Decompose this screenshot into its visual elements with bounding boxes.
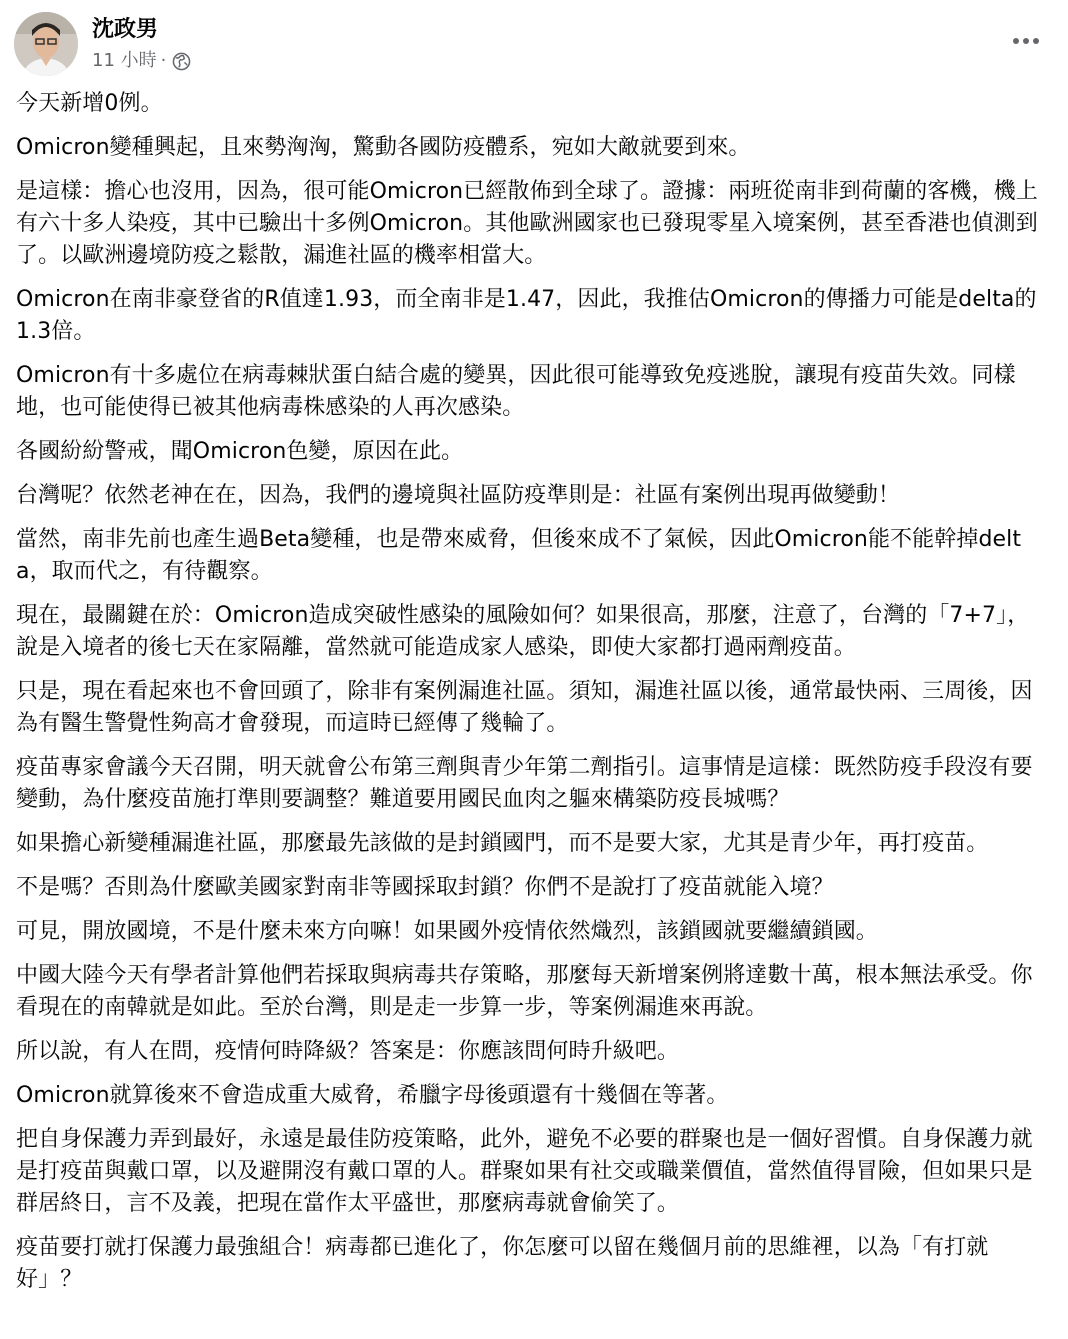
post-paragraph: 如果擔心新變種漏進社區，那麼最先該做的是封鎖國門，而不是要大家，尤其是青少年，再打疫苗。 xyxy=(16,831,989,856)
meta-separator: · xyxy=(160,50,167,71)
post-paragraph: 把自身保護力弄到最好，永遠是最佳防疫策略，此外，避免不必要的群聚也是一個好習慣。自身保護力就是打疫苗與戴口罩，以及避開沒有戴口罩的人。群聚如果有社交或職業價值，當然值得冒險，但如果只是群居終日，言不及義，把現在當作太平盛世，那麼病毒就會偷笑了。 xyxy=(16,1127,1033,1216)
post-paragraph: 所以說，有人在問，疫情何時降級？答案是：你應該問何時升級吧。 xyxy=(16,1039,680,1064)
avatar-image xyxy=(14,12,78,76)
post-paragraph: Omicron就算後來不會造成重大威脅，希臘字母後頭還有十幾個在等著。 xyxy=(16,1083,729,1108)
post-paragraph: 中國大陸今天有學者計算他們若採取與病毒共存策略，那麼每天新增案例將達數十萬，根本無法承受。你看現在的南韓就是如此。至於台灣，則是走一步算一步，等案例漏進來再說。 xyxy=(16,963,1033,1020)
more-dot xyxy=(1033,38,1039,44)
post-paragraph: 各國紛紛警戒，聞Omicron色變，原因在此。 xyxy=(16,439,464,464)
more-horizontal-icon xyxy=(1013,38,1019,44)
more-dot xyxy=(1023,38,1029,44)
post-timestamp[interactable]: 11 小時 xyxy=(92,50,157,71)
post-paragraph: Omicron變種興起，且來勢洶洶，驚動各國防疫體系，宛如大敵就要到來。 xyxy=(16,135,751,160)
post-paragraph: 今天新增0例。 xyxy=(16,91,163,116)
post-paragraph: 只是，現在看起來也不會回頭了，除非有案例漏進社區。須知，漏進社區以後，通常最快兩、三周後，因為有醫生警覺性夠高才會發現，而這時已經傳了幾輪了。 xyxy=(16,679,1033,736)
post-meta xyxy=(92,49,191,73)
post-paragraph: 可見，開放國境，不是什麼未來方向嘛！如果國外疫情依然熾烈，該鎖國就要繼續鎖國。 xyxy=(16,919,878,944)
post-paragraph: 當然，南非先前也產生過Beta變種，也是帶來威脅，但後來成不了氣候，因此Omicron能不能幹掉delta，取而代之，有待觀察。 xyxy=(16,527,1022,584)
post-paragraph: Omicron有十多處位在病毒棘狀蛋白結合處的變異，因此很可能導致免疫逃脫，讓現有疫苗失效。同樣地，也可能使得已被其他病毒株感染的人再次感染。 xyxy=(16,363,1016,420)
avatar[interactable] xyxy=(14,12,78,76)
more-options-button[interactable] xyxy=(1004,26,1048,56)
post-body xyxy=(16,88,1050,1308)
post-paragraph: 是這樣：擔心也沒用，因為，很可能Omicron已經散佈到全球了。證據：兩班從南非到荷蘭的客機，機上有六十多人染疫，其中已驗出十多例Omicron。其他歐洲國家也已發現零星入境案例，甚至香港也偵測到了。以歐洲邊境防疫之鬆散，漏進社區的機率相當大。 xyxy=(16,179,1038,268)
globe-icon[interactable] xyxy=(172,52,191,71)
post-paragraph: 台灣呢？依然老神在在，因為，我們的邊境與社區防疫準則是：社區有案例出現再做變動！ xyxy=(16,483,901,508)
post-header xyxy=(14,12,1054,76)
post-paragraph: 疫苗要打就打保護力最強組合！病毒都已進化了，你怎麼可以留在幾個月前的思維裡，以為「有打就好」？ xyxy=(16,1235,989,1292)
post-paragraph: 不是嗎？否則為什麼歐美國家對南非等國採取封鎖？你們不是說打了疫苗就能入境？ xyxy=(16,875,834,900)
post-paragraph: 疫苗專家會議今天召開，明天就會公布第三劑與青少年第二劑指引。這事情是這樣：既然防疫手段沒有要變動，為什麼疫苗施打準則要調整？難道要用國民血肉之軀來構築防疫長城嗎？ xyxy=(16,755,1033,812)
post-paragraph: Omicron在南非豪登省的R值達1.93，而全南非是1.47，因此，我推估Omicron的傳播力可能是delta的1.3倍。 xyxy=(16,287,1037,344)
post-paragraph: 現在，最關鍵在於：Omicron造成突破性感染的風險如何？如果很高，那麼，注意了，台灣的「7+7」，說是入境者的後七天在家隔離，當然就可能造成家人感染，即使大家都打過兩劑疫苗。 xyxy=(16,603,1030,660)
author-name[interactable]: 沈政男 xyxy=(92,17,159,42)
